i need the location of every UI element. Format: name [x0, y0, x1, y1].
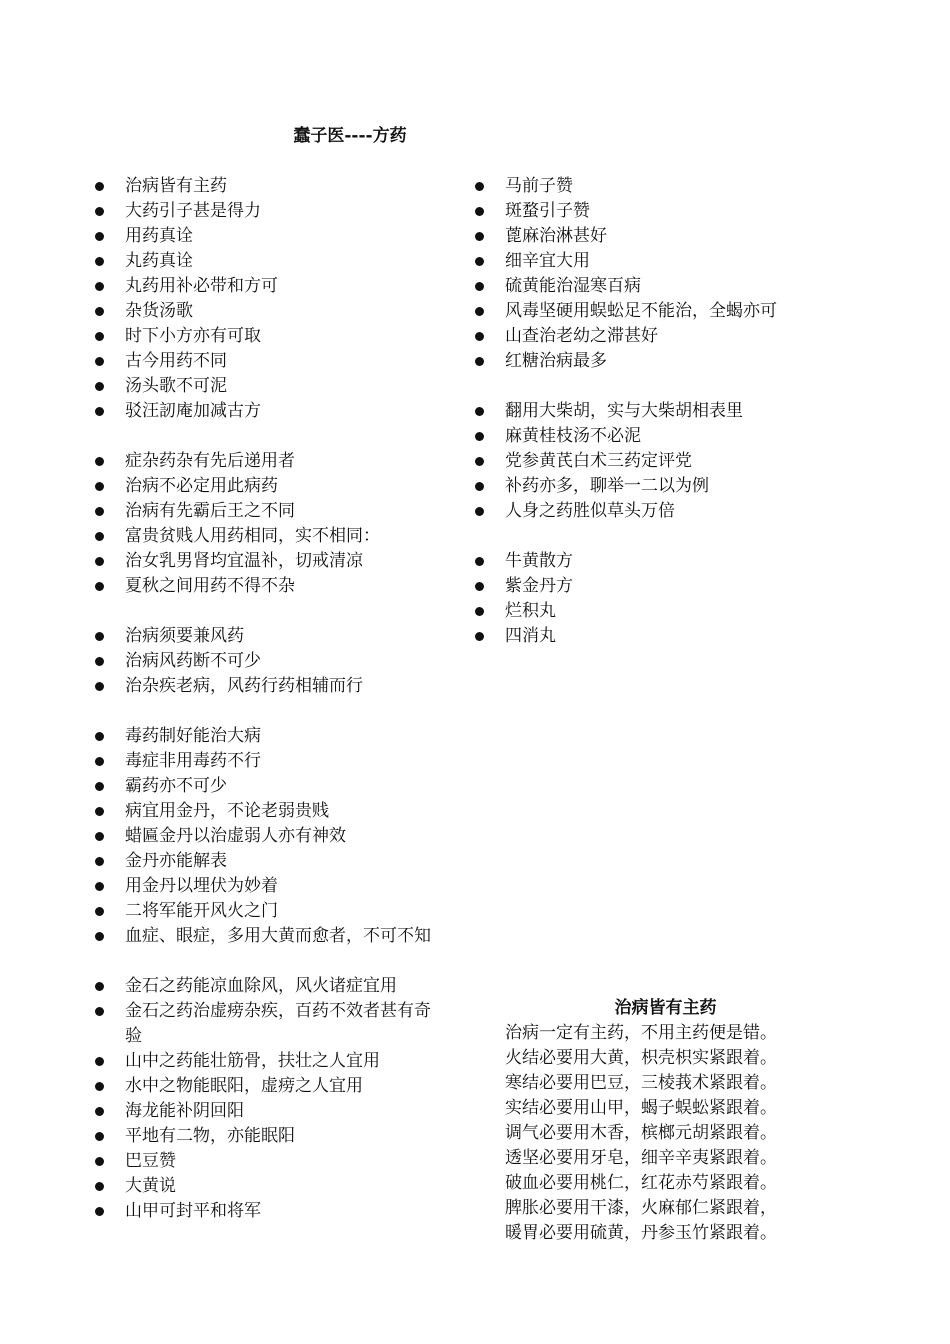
list-item: 血症、眼症，多用大黄而愈者，不可不知 [92, 924, 442, 949]
list-item: 党参黄芪白术三药定评党 [472, 449, 832, 474]
left-bullet-list [92, 174, 442, 1224]
list-item: 巴豆赞 [92, 1149, 442, 1174]
list-item: 大黄说 [92, 1174, 442, 1199]
poem-title: 治病皆有主药 [614, 998, 717, 1018]
list-item: 汤头歌不可泥 [92, 374, 442, 399]
poem-line: 实结必要用山甲，蝎子蜈蚣紧跟着。 [505, 1098, 777, 1118]
list-item: 马前子赞 [472, 174, 832, 199]
list-item: 山查治老幼之滞甚好 [472, 324, 832, 349]
list-item: 山中之药能壮筋骨，扶壮之人宜用 [92, 1049, 442, 1074]
list-item: 山甲可封平和将军 [92, 1199, 442, 1224]
list-item: 症杂药杂有先后递用者 [92, 449, 442, 474]
list-item: 水中之物能眠阳，虚痨之人宜用 [92, 1074, 442, 1099]
list-spacer [472, 374, 832, 399]
list-spacer [472, 524, 832, 549]
list-item: 古今用药不同 [92, 349, 442, 374]
document-title: 蠢子医----方药 [293, 126, 407, 146]
list-item: 病宜用金丹，不论老弱贵贱 [92, 799, 442, 824]
list-spacer [92, 599, 442, 624]
list-item: 蓖麻治淋甚好 [472, 224, 832, 249]
list-item: 毒药制好能治大病 [92, 724, 442, 749]
list-item: 用药真诠 [92, 224, 442, 249]
list-item: 丸药用补必带和方可 [92, 274, 442, 299]
list-item: 时下小方亦有可取 [92, 324, 442, 349]
list-item: 风毒坚硬用蜈蚣足不能治，全蝎亦可 [472, 299, 832, 324]
list-item: 治病风药断不可少 [92, 649, 442, 674]
poem-lines [505, 1021, 820, 1246]
list-item: 细辛宜大用 [472, 249, 832, 274]
right-bullet-list [472, 174, 832, 649]
poem-line: 寒结必要用巴豆，三棱莪术紧跟着。 [505, 1073, 777, 1093]
list-item: 四消丸 [472, 624, 832, 649]
poem-block [505, 996, 820, 1246]
list-item: 牛黄散方 [472, 549, 832, 574]
poem-line: 治病一定有主药，不用主药便是错。 [505, 1023, 777, 1043]
list-item: 毒症非用毒药不行 [92, 749, 442, 774]
list-item: 富贵贫贱人用药相同，实不相同： [92, 524, 442, 549]
list-item: 麻黄桂枝汤不必泥 [472, 424, 832, 449]
list-item: 平地有二物，亦能眠阳 [92, 1124, 442, 1149]
list-item: 丸药真诠 [92, 249, 442, 274]
poem-line: 调气必要用木香，槟榔元胡紧跟着。 [505, 1123, 777, 1143]
list-item: 治病皆有主药 [92, 174, 442, 199]
list-item: 蜡匾金丹以治虚弱人亦有神效 [92, 824, 442, 849]
list-item: 用金丹以埋伏为妙着 [92, 874, 442, 899]
list-item: 二将军能开风火之门 [92, 899, 442, 924]
list-item: 烂积丸 [472, 599, 832, 624]
list-item: 治病不必定用此病药 [92, 474, 442, 499]
list-item: 治病须要兼风药 [92, 624, 442, 649]
list-item: 金石之药能凉血除风，风火诸症宜用 [92, 974, 442, 999]
list-item: 硫黄能治湿寒百病 [472, 274, 832, 299]
list-item: 人身之药胜似草头万倍 [472, 499, 832, 524]
list-item: 紫金丹方 [472, 574, 832, 599]
list-item: 驳汪訒庵加减古方 [92, 399, 442, 424]
list-item: 夏秋之间用药不得不杂 [92, 574, 442, 599]
list-item: 治病有先霸后王之不同 [92, 499, 442, 524]
poem-line: 脾胀必要用干漆，火麻郁仁紧跟着， [505, 1198, 777, 1218]
list-item: 霸药亦不可少 [92, 774, 442, 799]
poem-line: 火结必要用大黄，枳壳枳实紧跟着。 [505, 1048, 777, 1068]
list-spacer [92, 699, 442, 724]
list-item: 海龙能补阴回阳 [92, 1099, 442, 1124]
list-item: 红糖治病最多 [472, 349, 832, 374]
list-spacer [92, 424, 442, 449]
list-item: 金石之药治虚痨杂疾，百药不效者甚有奇验 [92, 999, 442, 1049]
list-item: 大药引子甚是得力 [92, 199, 442, 224]
list-item: 治女乳男肾均宜温补，切戒清凉 [92, 549, 442, 574]
list-spacer [92, 949, 442, 974]
list-item: 杂货汤歌 [92, 299, 442, 324]
list-item: 金丹亦能解表 [92, 849, 442, 874]
list-item: 治杂疾老病，风药行药相辅而行 [92, 674, 442, 699]
poem-line: 破血必要用桃仁，红花赤芍紧跟着。 [505, 1173, 777, 1193]
poem-line: 暖胃必要用硫黄，丹参玉竹紧跟着。 [505, 1223, 777, 1243]
list-item: 补药亦多，聊举一二以为例 [472, 474, 832, 499]
list-item: 斑蝥引子赞 [472, 199, 832, 224]
poem-line: 透坚必要用牙皂，细辛辛夷紧跟着。 [505, 1148, 777, 1168]
list-item: 翻用大柴胡，实与大柴胡相表里 [472, 399, 832, 424]
